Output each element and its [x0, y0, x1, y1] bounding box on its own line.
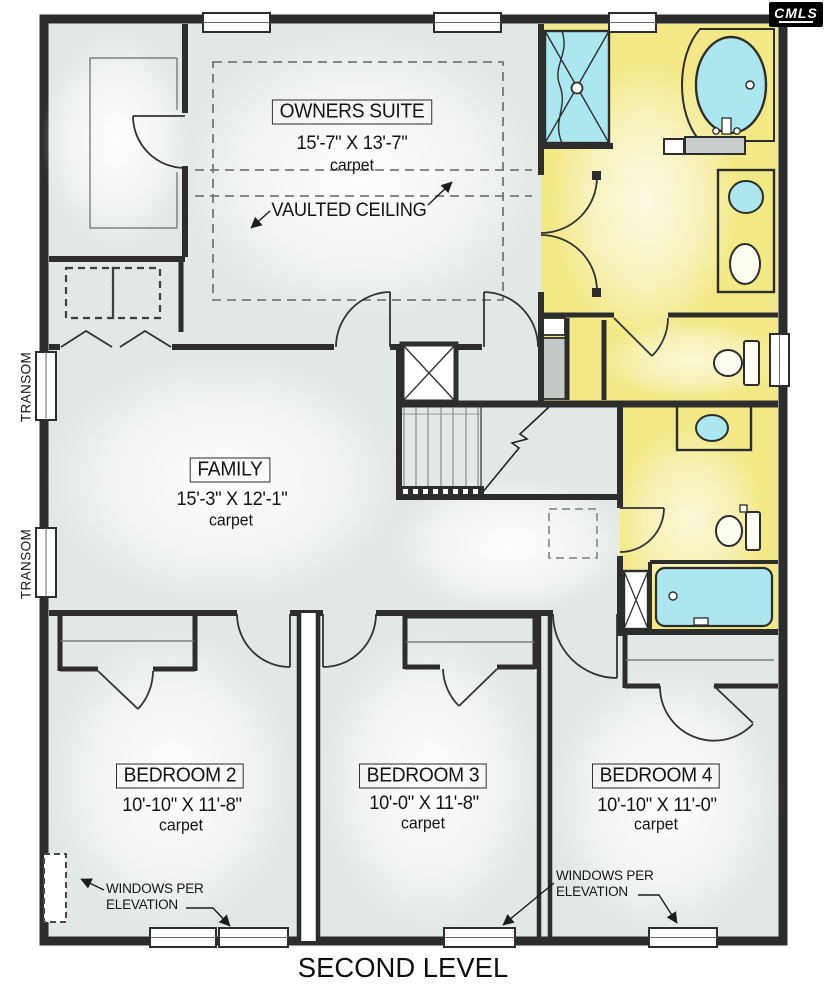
bedroom2-flooring: carpet — [158, 816, 204, 835]
cmls-logo-bar — [779, 21, 813, 23]
transom-label-upper: TRANSOM — [18, 351, 34, 423]
bedroom2-dimensions: 10'-10" X 11'-8" — [122, 795, 242, 816]
bedroom3-label: BEDROOM 3 — [359, 764, 487, 789]
owners-suite-label: OWNERS SUITE — [272, 100, 432, 125]
family-dimensions: 15'-3" X 12'-1" — [176, 489, 288, 510]
cmls-logo-text: CMLS — [774, 5, 818, 21]
plan-title: SECOND LEVEL — [297, 952, 509, 983]
windows-callout-left-line2: ELEVATION — [106, 897, 178, 912]
dashed-window — [44, 854, 66, 922]
bedroom4-dimensions: 10'-10" X 11'-0" — [597, 795, 717, 816]
windows-callout-left-line1: WINDOWS PER — [106, 881, 204, 896]
bedroom4-label: BEDROOM 4 — [592, 764, 720, 789]
vaulted-ceiling-note: VAULTED CEILING — [271, 200, 427, 221]
bedroom2-label: BEDROOM 2 — [116, 764, 244, 789]
owners-suite-dimensions: 15'-7" X 13'-7" — [296, 133, 408, 154]
family-label: FAMILY — [190, 458, 271, 483]
windows-callout-left — [106, 881, 204, 913]
linen-cabinet — [543, 318, 566, 399]
windows-callout-right-line2: ELEVATION — [556, 884, 628, 899]
transom-label-lower: TRANSOM — [18, 528, 34, 600]
bedroom3-flooring: carpet — [400, 814, 446, 833]
cmls-logo — [769, 2, 823, 27]
bedroom4-flooring: carpet — [633, 815, 679, 834]
shower — [545, 31, 609, 143]
bedroom3-dimensions: 10'-0" X 11'-8" — [369, 793, 479, 814]
family-flooring: carpet — [208, 511, 254, 530]
windows-callout-right-line1: WINDOWS PER — [556, 868, 654, 883]
attic-chase — [402, 344, 456, 402]
windows-callout-right — [556, 868, 654, 900]
owners-suite-flooring: carpet — [329, 156, 375, 175]
linen-closet — [624, 571, 648, 629]
bathtub — [656, 568, 772, 626]
